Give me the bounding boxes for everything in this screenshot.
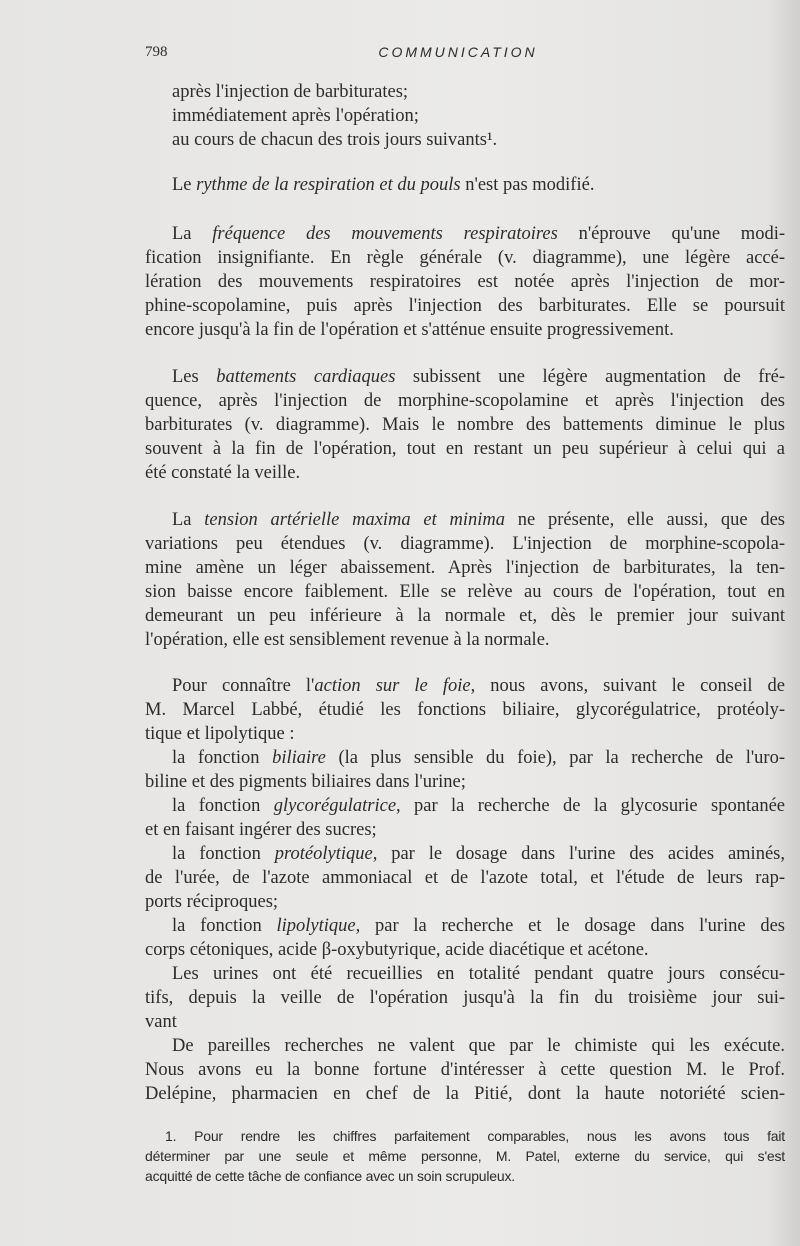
text-line xyxy=(145,1058,785,1082)
text-line xyxy=(172,674,785,698)
text-segment: barbiturates (v. diagramme). Mais le nombre des battements diminue le plus xyxy=(145,415,785,435)
text-line xyxy=(172,128,497,152)
text-segment: tique et lipolytique : xyxy=(145,724,295,744)
text-segment: phine-scopolamine, puis après l'injection des barbiturates. Elle se poursuit xyxy=(145,296,785,316)
italic-phrase: action sur le foie xyxy=(314,676,471,696)
footnote-line: 1. Pour rendre les chiffres parfaitement comparables, nous les avons tous fait xyxy=(165,1128,785,1144)
text-segment: tifs, depuis la veille de l'opération jusqu'à la fin du troisième jour sui- xyxy=(145,988,785,1008)
text-segment: (la plus sensible du foie), par la recherche de l'uro- xyxy=(325,748,785,768)
text-segment: fication insignifiante. En règle générale (v. diagramme), une légère accé- xyxy=(145,248,785,268)
text-segment: Les xyxy=(172,367,217,387)
text-line xyxy=(145,318,674,342)
text-segment: corps cétoniques, acide β-oxybutyrique, acide diacétique et acétone. xyxy=(145,940,649,960)
text-line xyxy=(145,986,785,1010)
text-segment: De pareilles recherches ne valent que par le chimiste qui les exécute. xyxy=(172,1036,785,1056)
italic-phrase: fréquence des mouvements respiratoires xyxy=(212,224,558,244)
italic-phrase: protéolytique xyxy=(274,844,373,864)
text-line xyxy=(145,722,295,746)
text-line xyxy=(145,246,785,270)
text-line xyxy=(145,580,785,604)
text-line xyxy=(145,1082,785,1106)
text-line xyxy=(145,866,785,890)
page-number: 798 xyxy=(145,44,168,60)
text-segment: ports réciproques; xyxy=(145,892,279,912)
text-line xyxy=(145,294,785,318)
text-line xyxy=(145,1010,177,1034)
text-line xyxy=(172,173,594,197)
text-line xyxy=(172,508,785,532)
text-line xyxy=(145,698,785,722)
text-segment: la fonction xyxy=(172,916,277,936)
text-line xyxy=(145,818,377,842)
text-segment: n'est pas modifié. xyxy=(460,175,595,195)
text-segment: la fonction xyxy=(172,748,273,768)
text-segment: après l'injection de barbiturates; xyxy=(172,82,409,102)
text-segment: n'éprouve qu'une modi- xyxy=(557,224,785,244)
text-line xyxy=(145,556,785,580)
text-segment: été constaté la veille. xyxy=(145,463,301,483)
text-segment: la fonction xyxy=(172,796,274,816)
text-segment: La xyxy=(172,224,213,244)
text-segment: Delépine, pharmacien en chef de la Pitié, dont la haute notoriété scien- xyxy=(145,1084,785,1104)
italic-phrase: tension artérielle maxima et minima xyxy=(204,510,506,530)
text-segment: mine amène un léger abaissement. Après l'injection de barbiturates, la ten- xyxy=(145,558,785,578)
footnote-line: déterminer par une seule et même personne, M. Patel, externe du service, qui s'est xyxy=(145,1148,785,1164)
italic-phrase: rythme de la respiration et du pouls xyxy=(196,175,461,195)
text-line xyxy=(172,1034,785,1058)
text-line xyxy=(172,962,785,986)
text-line xyxy=(172,80,408,104)
text-line xyxy=(145,604,785,628)
text-line xyxy=(145,890,278,914)
footnote-line: acquitté de cette tâche de confiance avec un soin scrupuleux. xyxy=(145,1168,515,1184)
text-segment: au cours de chacun des trois jours suivants¹. xyxy=(172,130,498,150)
text-line xyxy=(172,746,785,770)
text-segment: Nous avons eu la bonne fortune d'intéresser à cette question M. le Prof. xyxy=(145,1060,785,1080)
text-line xyxy=(145,461,300,485)
text-line xyxy=(172,794,785,818)
text-segment: demeurant un peu inférieure à la normale et, dès le premier jour suivant xyxy=(145,606,785,626)
text-line xyxy=(145,770,466,794)
text-segment: encore jusqu'à la fin de l'opération et s'atténue ensuite progressivement. xyxy=(145,320,674,340)
text-segment: , par la recherche et le dosage dans l'urine des xyxy=(355,916,785,936)
text-segment: l'opération, elle est sensiblement revenue à la normale. xyxy=(145,630,550,650)
text-segment: subissent une légère augmentation de fré- xyxy=(395,367,785,387)
text-segment: biline et des pigments biliaires dans l'urine; xyxy=(145,772,466,792)
text-segment: , par le dosage dans l'urine des acides aminés, xyxy=(372,844,785,864)
text-line xyxy=(145,628,550,652)
text-segment: sion baisse encore faiblement. Elle se relève au cours de l'opération, tout en xyxy=(145,582,785,602)
text-line xyxy=(145,437,785,461)
text-segment: lération des mouvements respiratoires est notée après l'injection de mor- xyxy=(145,272,785,292)
text-segment: M. Marcel Labbé, étudié les fonctions biliaire, glycorégulatrice, protéoly- xyxy=(145,700,785,720)
italic-phrase: battements cardiaques xyxy=(216,367,396,387)
text-segment: souvent à la fin de l'opération, tout en restant un peu supérieur à celui qui a xyxy=(145,439,785,459)
text-line xyxy=(172,842,785,866)
text-line xyxy=(172,365,785,389)
text-segment: immédiatement après l'opération; xyxy=(172,106,419,126)
italic-phrase: biliaire xyxy=(272,748,326,768)
text-line xyxy=(145,532,785,556)
text-segment: variations peu étendues (v. diagramme). L'injection de morphine-scopola- xyxy=(145,534,785,554)
text-segment: , nous avons, suivant le conseil de xyxy=(470,676,786,696)
text-line xyxy=(172,222,785,246)
text-segment: vant xyxy=(145,1012,177,1032)
text-segment: ne présente, elle aussi, que des xyxy=(505,510,786,530)
text-line xyxy=(172,914,785,938)
text-line xyxy=(145,270,785,294)
text-line xyxy=(172,104,419,128)
text-segment: quence, après l'injection de morphine-scopolamine et après l'injection des xyxy=(145,391,785,411)
text-segment: La xyxy=(172,510,205,530)
text-line xyxy=(145,938,649,962)
text-segment: Pour connaître l' xyxy=(172,676,315,696)
running-title: COMMUNICATION xyxy=(378,44,538,60)
text-segment: de l'urée, de l'azote ammoniacal et de l'azote total, et l'étude de leurs rap- xyxy=(145,868,785,888)
text-segment: et en faisant ingérer des sucres; xyxy=(145,820,377,840)
text-segment: la fonction xyxy=(172,844,275,864)
italic-phrase: glycorégulatrice xyxy=(273,796,397,816)
text-line xyxy=(145,413,785,437)
text-segment: Le xyxy=(172,175,197,195)
text-segment: , par la recherche de la glycosurie spontanée xyxy=(396,796,785,816)
text-line xyxy=(145,389,785,413)
italic-phrase: lipolytique xyxy=(276,916,356,936)
text-segment: Les urines ont été recueillies en totalité pendant quatre jours consécu- xyxy=(172,964,785,984)
